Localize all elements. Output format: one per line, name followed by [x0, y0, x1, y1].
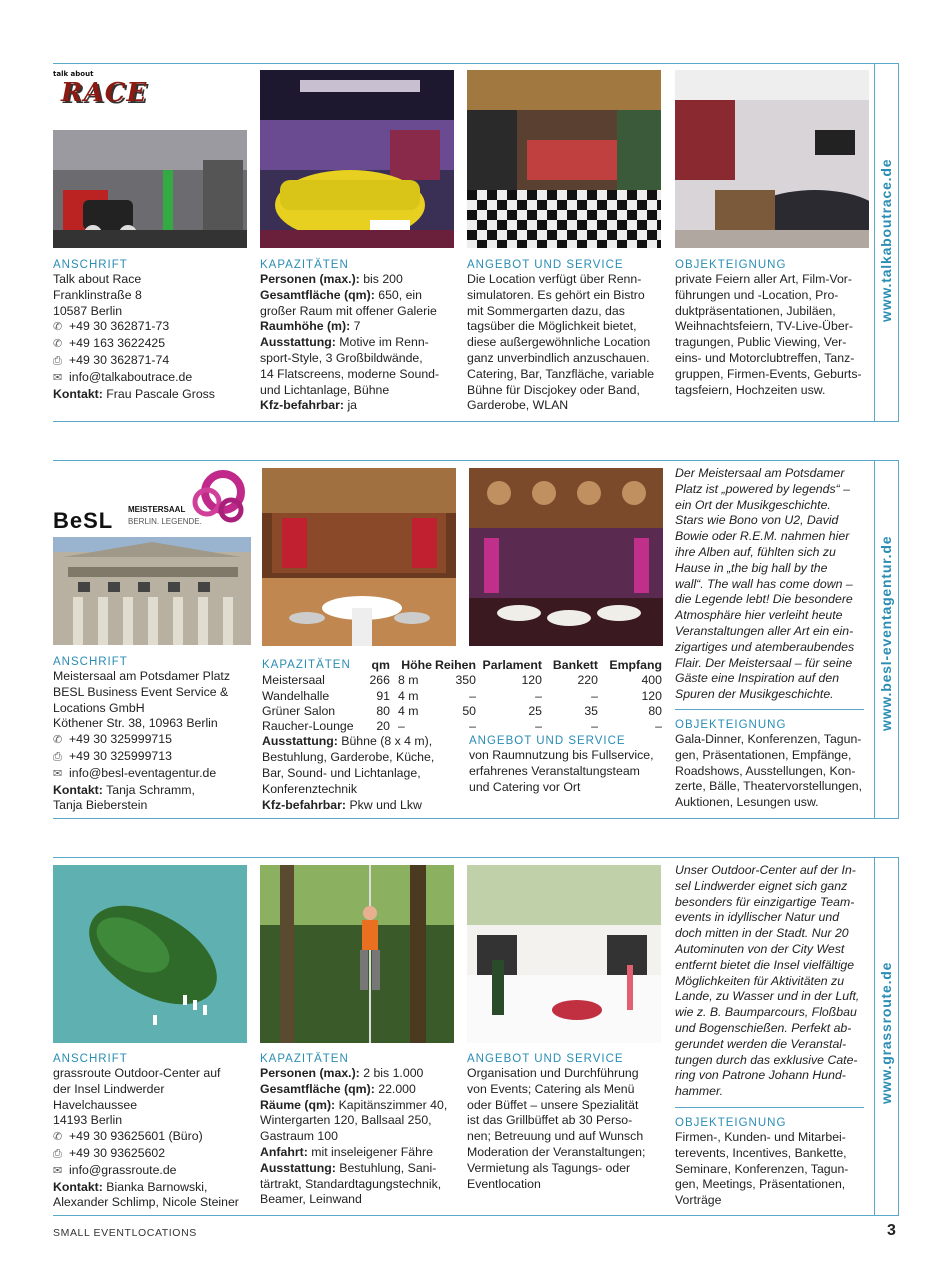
capacity-line: [260, 1192, 460, 1208]
table-cell: 120: [521, 673, 542, 688]
suitability-line: Firmen-, Kunden- und Mitarbei-: [675, 1130, 846, 1144]
table-cell: 4 m: [398, 703, 419, 718]
capacity-line: [260, 398, 460, 414]
table-cell: 20: [376, 719, 390, 734]
table-cell: 220: [577, 673, 598, 688]
offer-line: diese außergewöhnliche Location: [467, 335, 651, 350]
capacity-key: Kfz-befahrbar:: [262, 797, 347, 812]
photo-meistersaal-hall: [469, 468, 663, 646]
description-line: zigartiges und atemberaubendes: [675, 639, 855, 654]
photo-climbing-park: [260, 865, 454, 1043]
address-block: [53, 259, 253, 402]
photo-dining-table: [467, 865, 661, 1043]
description-line: Hause in „the big hall by the: [675, 560, 828, 575]
suitability-line: gen, Meetings, Präsentationen,: [675, 1177, 846, 1192]
offer-line: Moderation der Veranstaltungen;: [467, 1144, 646, 1159]
offer-line: erfahrenes Veranstaltungsteam: [469, 763, 640, 778]
table-cell: –: [591, 719, 598, 734]
contact-name: Tanja Bieberstein: [53, 798, 148, 813]
capacity-line: [260, 1177, 460, 1193]
offer-line: und Catering vor Ort: [469, 779, 581, 794]
capacity-line: [260, 272, 460, 288]
description-line: ihre Alben auf, fühlten sich zu: [675, 544, 836, 559]
capacity-key: Ausstattung:: [260, 1160, 336, 1175]
contact-label: Kontakt:: [53, 782, 103, 797]
table-row: [262, 673, 662, 688]
offer-line: ist das Grillbüffet ab 30 Perso-: [467, 1113, 633, 1128]
logo-swirl-icon: [183, 470, 249, 528]
description-line: Platz ist „powered by legends“ –: [675, 481, 850, 496]
capacity-value: bis 200: [363, 272, 403, 286]
suitability-line: tagsfeiern, Hochzeiten usw.: [675, 382, 826, 397]
column-header: qm: [371, 657, 390, 672]
logo-main-text: BeSL: [53, 508, 114, 533]
suitability-heading: OBJEKTEIGNUNG: [675, 259, 787, 271]
capacity-value: und Lichtanlage, Bühne: [260, 382, 390, 397]
description-line: Spuren der Musikgeschichte.: [675, 687, 834, 702]
offer-line: Garderobe, WLAN: [467, 398, 569, 413]
description-line: besonders für einzigartige Team-: [675, 894, 855, 909]
capacity-line: [260, 367, 460, 383]
contact-label: Kontakt:: [53, 386, 103, 401]
capacity-line: [262, 766, 467, 782]
description-block: [675, 863, 866, 1100]
capacity-line: [260, 383, 460, 399]
capacity-key: Anfahrt:: [260, 1144, 308, 1159]
photo-meistersaal-lounge: [262, 468, 456, 646]
capacity-line: [260, 1098, 460, 1114]
description-line: ein Ort der Musikgeschichte.: [675, 497, 831, 512]
description-line: gerundet werden die Veranstal-: [675, 1036, 847, 1051]
capacity-line: [260, 1145, 460, 1161]
capacity-line: [262, 782, 467, 798]
suitability-line: Gala-Dinner, Konferenzen, Tagun-: [675, 732, 862, 746]
suitability-heading: OBJEKTEIGNUNG: [675, 1117, 787, 1129]
capacity-key: Räume (qm):: [260, 1097, 336, 1112]
column-header: Reihen: [435, 657, 476, 672]
table-cell: Meistersaal: [262, 673, 325, 688]
fax-icon: ⎙: [53, 750, 62, 763]
website-url[interactable]: www.besl-eventagentur.de: [878, 535, 894, 731]
phone-icon: ✆: [53, 338, 63, 351]
phone-icon: ✆: [53, 1131, 63, 1144]
suitability-block: [675, 1117, 871, 1209]
contact-name: Tanja Schramm,: [106, 782, 195, 797]
capacity-block: [260, 259, 460, 414]
description-line: wall“. The wall has come down –: [675, 576, 853, 591]
capacity-line: [260, 1129, 460, 1145]
table-cell: –: [535, 688, 542, 703]
table-row: [262, 719, 662, 734]
suitability-line: zerte, Bälle, Theatervorstellungen,: [675, 779, 863, 794]
suitability-line: Roadshows, Ausstellungen, Kon-: [675, 763, 856, 778]
table-cell: 350: [455, 673, 476, 688]
offer-line: tagsüber die Möglichkeit bietet,: [467, 319, 637, 334]
suitability-line: gen, Präsentationen, Empfänge,: [675, 747, 852, 762]
capacity-value: 7: [353, 319, 361, 334]
photo-race-showroom: [53, 130, 247, 248]
offer-heading: ANGEBOT UND SERVICE: [467, 259, 624, 271]
capacity-line: [260, 288, 460, 304]
address-line: Locations GmbH: [53, 700, 145, 715]
capacity-line: [260, 1161, 460, 1177]
capacity-key: Personen (max.):: [260, 272, 360, 286]
email-link[interactable]: info@besl-eventagentur.de: [69, 765, 217, 780]
capacity-value: Bestuhlung, Garderobe, Küche,: [262, 750, 435, 765]
address-line: Havelchaussee: [53, 1097, 138, 1112]
mail-icon: ✉: [53, 767, 63, 780]
phone-icon: ✆: [53, 734, 63, 747]
capacity-value: Pkw und Lkw: [349, 797, 422, 812]
offer-line: Die Location verfügt über Renn-: [467, 272, 642, 286]
description-line: Bowie oder R.E.M. nahmen hier: [675, 529, 850, 544]
offer-line: Vermietung als Tagungs- oder: [467, 1160, 631, 1175]
capacity-value: Motive im Renn-: [339, 335, 429, 350]
suitability-block: [675, 719, 871, 811]
photo-island-aerial: [53, 865, 247, 1043]
capacity-value: 2 bis 1.000: [363, 1066, 424, 1080]
table-row: [262, 689, 662, 704]
footer-label: SMALL EVENTLOCATIONS: [53, 1227, 197, 1239]
description-line: entfernt bietet die Insel vielfältige: [675, 957, 855, 972]
capacity-line: [260, 351, 460, 367]
address-heading: ANSCHRIFT: [53, 259, 128, 271]
capacity-line: [262, 734, 467, 750]
website-url[interactable]: www.talkaboutrace.de: [878, 158, 894, 322]
race-logo: [53, 70, 183, 126]
suitability-line: eins- und Motorclubtreffen, Tanz-: [675, 350, 855, 365]
capacity-block: [260, 1053, 460, 1208]
capacity-line: [260, 319, 460, 335]
offer-line: von Events; Catering als Menü: [467, 1081, 635, 1096]
capacity-value: 14 Flatscreens, moderne Sound-: [260, 366, 440, 381]
capacity-value: Konferenztechnik: [262, 781, 358, 796]
address-line: Talk about Race: [53, 272, 142, 286]
offer-line: simulatoren. Es gehört ein Bistro: [467, 287, 645, 302]
capacity-value: großer Raum mit offener Galerie: [260, 303, 437, 318]
capacity-key: Gesamtfläche (qm):: [260, 287, 375, 302]
capacity-value: Kapitänszimmer 40,: [338, 1097, 448, 1112]
address-heading: ANSCHRIFT: [53, 1053, 128, 1065]
table-row: [262, 704, 662, 719]
address-line: Meistersaal am Potsdamer Platz: [53, 669, 231, 683]
suitability-line: terevents, Incentives, Bankette,: [675, 1145, 847, 1160]
fax-number: +49 30 93625602: [69, 1145, 166, 1160]
table-cell: 400: [641, 673, 662, 688]
description-line: Gäste eine Inspiration auf den: [675, 671, 840, 686]
table-header-row: [262, 657, 662, 673]
suitability-line: Auktionen, Lesungen usw.: [675, 795, 819, 810]
table-cell: –: [398, 719, 405, 734]
description-line: ring von Patrone Johann Hund-: [675, 1068, 846, 1083]
description-line: Der Meistersaal am Potsdamer: [675, 466, 845, 480]
table-cell: 8 m: [398, 673, 419, 688]
description-line: die Legende lebt! Die besondere: [675, 592, 853, 607]
logo-main-text: RACE: [61, 78, 148, 108]
contact-name: Frau Pascale Gross: [106, 386, 215, 401]
offer-line: Eventlocation: [467, 1176, 541, 1191]
capacity-line: [260, 335, 460, 351]
address-line: der Insel Lindwerder: [53, 1081, 165, 1096]
capacity-key: Raumhöhe (m):: [260, 319, 351, 334]
logo-subtitle: BERLIN. LEGENDE.: [128, 517, 202, 526]
offer-heading: ANGEBOT UND SERVICE: [469, 735, 626, 747]
phone-number[interactable]: +49 30 325999715: [69, 732, 172, 747]
table-cell: Grüner Salon: [262, 703, 336, 718]
mail-icon: ✉: [53, 1164, 63, 1177]
capacity-value: Bar, Sound- und Lichtanlage,: [262, 766, 421, 781]
offer-block: [467, 1053, 667, 1192]
table-cell: 91: [376, 688, 390, 703]
address-heading: ANSCHRIFT: [53, 656, 128, 668]
suitability-line: gruppen, Firmen-Events, Geburts-: [675, 366, 862, 381]
mail-icon: ✉: [53, 371, 63, 384]
capacity-value: Bühne (8 x 4 m),: [341, 734, 433, 749]
email-link[interactable]: info@grassroute.de: [69, 1162, 177, 1177]
description-line: sel Lindwerder eignet sich ganz: [675, 878, 848, 893]
capacity-value: sport-Style, 3 Großbildwände,: [260, 350, 423, 365]
address-line: 10587 Berlin: [53, 303, 123, 318]
capacity-value: 22.000: [378, 1081, 416, 1096]
description-line: Möglichkeiten für Aktivitäten zu: [675, 973, 845, 988]
description-block: [675, 466, 866, 703]
suitability-line: führungen und -Location, Pro-: [675, 287, 839, 302]
suitability-line: private Feiern aller Art, Film-Vor-: [675, 272, 852, 286]
capacity-value: Wintergarten 120, Ballsaal 250,: [260, 1113, 432, 1128]
column-header: Bankett: [552, 657, 598, 672]
table-cell: 80: [648, 703, 662, 718]
offer-line: Catering, Bar, Tanzfläche, variable: [467, 366, 655, 381]
description-line: tungen durch das exklusive Cate-: [675, 1052, 858, 1067]
offer-heading: ANGEBOT UND SERVICE: [467, 1053, 624, 1065]
offer-block: [467, 259, 667, 414]
address-line: Franklinstraße 8: [53, 287, 142, 302]
fax-icon: ⎙: [53, 1147, 62, 1160]
capacity-line: [260, 304, 460, 320]
capacity-heading: KAPAZITÄTEN: [260, 259, 349, 271]
phone-icon: ✆: [53, 321, 63, 334]
contact-name: Alexander Schlimp, Nicole Steiner: [53, 1195, 239, 1210]
suitability-line: tragungen, Public Viewing, Ver-: [675, 335, 847, 350]
capacity-line: [260, 1082, 460, 1098]
description-line: Atmosphäre hier verleiht heute: [675, 608, 843, 623]
photo-race-car-hall: [260, 70, 454, 248]
capacity-value: Gastraum 100: [260, 1129, 338, 1144]
fax-icon: ⎙: [53, 354, 62, 367]
capacity-key: Kfz-befahrbar:: [260, 398, 345, 413]
photo-race-lounge: [675, 70, 869, 248]
capacity-heading: KAPAZITÄTEN: [260, 1053, 349, 1065]
suitability-line: duktpräsentationen, Jubiläen,: [675, 303, 836, 318]
capacity-line: [262, 798, 467, 814]
capacity-value: Bestuhlung, Sani-: [339, 1160, 437, 1175]
table-cell: 35: [584, 703, 598, 718]
logo-title: MEISTERSAAL: [128, 505, 186, 514]
description-line: hammer.: [675, 1084, 724, 1099]
website-url[interactable]: www.grassroute.de: [878, 961, 894, 1104]
address-line: 14193 Berlin: [53, 1113, 123, 1128]
capacity-table: [262, 657, 662, 734]
suitability-line: Vorträge: [675, 1193, 722, 1208]
email-link[interactable]: info@talkaboutrace.de: [69, 369, 193, 384]
offer-line: von Raumnutzung bis Fullservice,: [469, 748, 654, 762]
table-cell: 80: [376, 703, 390, 718]
suitability-line: Seminare, Konferenzen, Tagun-: [675, 1161, 849, 1176]
suitability-block: [675, 259, 871, 398]
capacity-value: mit inseleigener Fähre: [311, 1144, 433, 1159]
capacity-line: [260, 1066, 460, 1082]
table-cell: –: [591, 688, 598, 703]
table-cell: 120: [641, 688, 662, 703]
description-line: und Bogenschießen. Perfekt ab-: [675, 1020, 852, 1035]
description-line: events in idyllischer Natur und: [675, 910, 840, 925]
table-cell: –: [655, 719, 662, 734]
photo-race-checkered-floor: [467, 70, 661, 248]
capacity-line: [260, 1113, 460, 1129]
capacity-value: ja: [347, 398, 358, 413]
logo-top-text: talk about: [53, 70, 94, 78]
capacity-key: Personen (max.):: [260, 1066, 360, 1080]
table-cell: Wandelhalle: [262, 688, 330, 703]
offer-line: Organisation und Durchführung: [467, 1066, 639, 1080]
table-cell: –: [469, 719, 476, 734]
address-line: grassroute Outdoor-Center auf: [53, 1066, 221, 1080]
phone-number[interactable]: +49 30 93625601 (Büro): [69, 1129, 203, 1144]
description-line: Autominuten von der City West: [675, 941, 845, 956]
suitability-heading: OBJEKTEIGNUNG: [675, 719, 787, 731]
description-line: doch mitten in der Stadt. Nur 20: [675, 926, 849, 941]
offer-line: ganz unverbindlich anzuschauen.: [467, 350, 650, 365]
description-line: wie z. B. Baumparcours, Floßbau: [675, 1005, 857, 1020]
capacity-value: tärtrakt, Standardtagungstechnik,: [260, 1176, 442, 1191]
offer-line: oder Büffet – unsere Spezialität: [467, 1097, 639, 1112]
description-line: Unser Outdoor-Center auf der In-: [675, 863, 856, 877]
table-cell: 25: [528, 703, 542, 718]
capacity-key: Ausstattung:: [260, 335, 336, 350]
contact-label: Kontakt:: [53, 1179, 103, 1194]
address-line: BESL Business Event Service &: [53, 684, 229, 699]
phone-number[interactable]: +49 30 362871-73: [69, 319, 170, 334]
capacity-key: Gesamtfläche (qm):: [260, 1081, 375, 1096]
column-header: Empfang: [609, 657, 662, 672]
address-block: [53, 1053, 258, 1211]
description-line: Flair. Der Meistersaal – für seine: [675, 655, 853, 670]
capacity-key: Ausstattung:: [262, 734, 338, 749]
fax-number: +49 30 362871-74: [69, 352, 170, 367]
capacity-heading: KAPAZITÄTEN: [262, 659, 351, 671]
address-line: Köthener Str. 38, 10963 Berlin: [53, 716, 218, 731]
suitability-line: Weihnachtsfeiern, TV-Live-Über-: [675, 319, 853, 334]
capacity-value: 650, ein: [378, 287, 422, 302]
address-block: [53, 656, 258, 814]
offer-line: nen; Betreuung und auf Wunsch: [467, 1129, 644, 1144]
description-line: Veranstaltungen aller Art ein ein-: [675, 623, 854, 638]
fax-number: +49 30 325999713: [69, 748, 172, 763]
column-header: Parlament: [482, 657, 542, 672]
table-cell: –: [535, 719, 542, 734]
column-header: Höhe: [401, 657, 432, 672]
contact-name: Bianka Barnowski,: [106, 1179, 208, 1194]
besl-logo: [53, 470, 253, 533]
description-line: Stars wie Bono von U2, David: [675, 513, 839, 528]
photo-meistersaal-facade: [53, 537, 251, 645]
capacity-line: [262, 750, 467, 766]
table-cell: 266: [369, 673, 390, 688]
capacity-value: Beamer, Leinwand: [260, 1192, 362, 1207]
table-cell: Raucher-Lounge: [262, 719, 354, 734]
description-line: Lande, zu Wasser und in der Luft,: [675, 989, 860, 1004]
offer-block: [469, 735, 669, 795]
offer-line: Bühne für Discjokey oder Band,: [467, 382, 640, 397]
table-cell: 50: [462, 703, 476, 718]
table-cell: –: [469, 688, 476, 703]
table-cell: 4 m: [398, 688, 419, 703]
page-number: 3: [887, 1222, 896, 1239]
phone-number[interactable]: +49 163 3622425: [69, 336, 166, 351]
offer-line: mit Sommergarten dazu, das: [467, 303, 625, 318]
